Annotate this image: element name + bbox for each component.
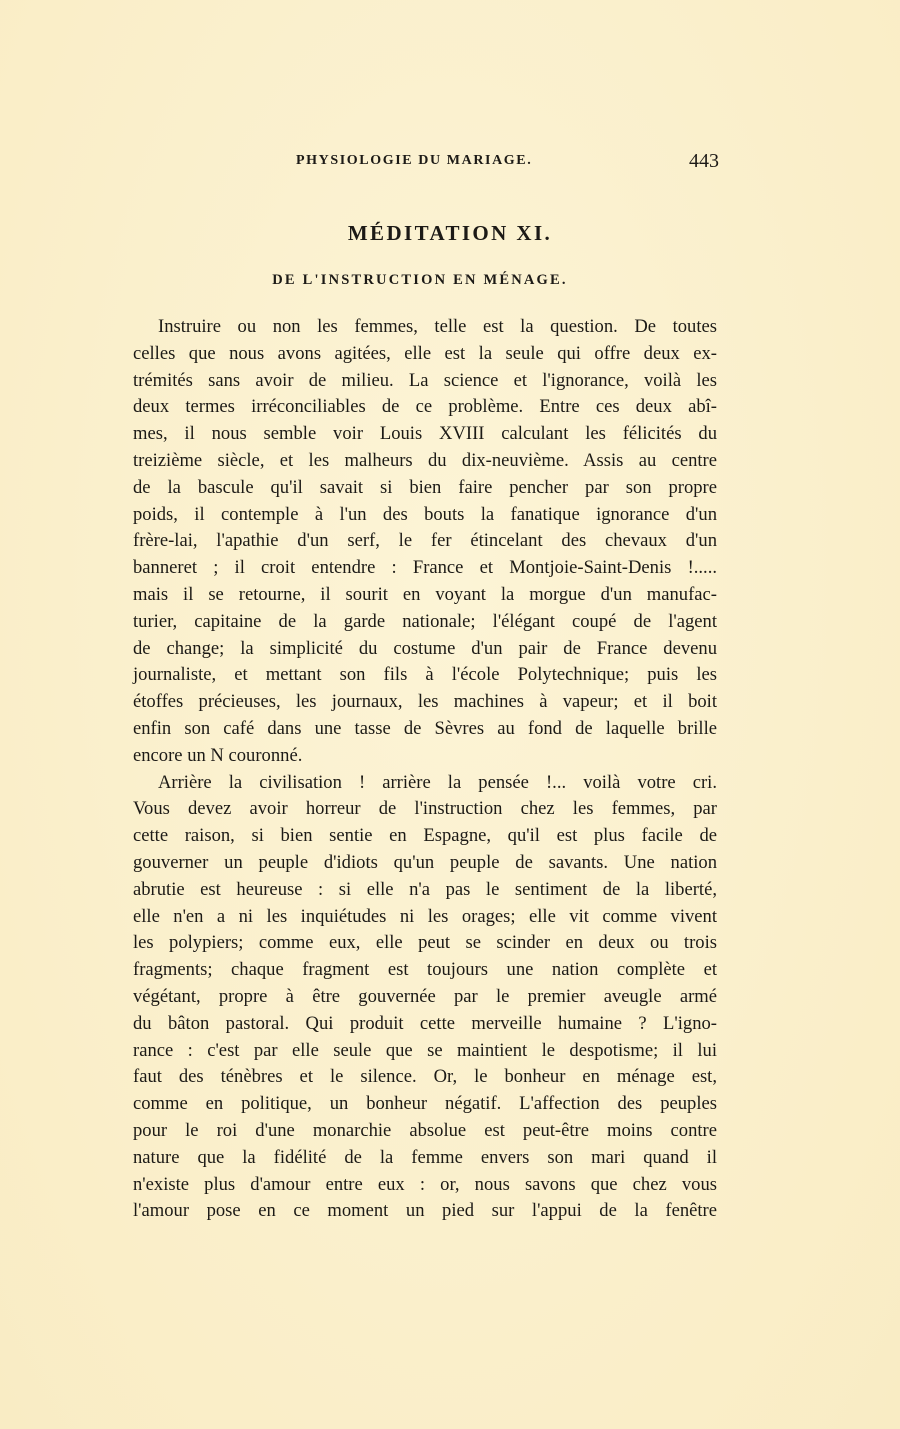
chapter-subtitle: DE L'INSTRUCTION EN MÉNAGE. — [272, 272, 568, 288]
text-line: poids, il contemple à l'un des bouts la fanatique ignorance d'un — [133, 503, 717, 525]
text-line: étoffes précieuses, les journaux, les machines à vapeur; et il boit — [133, 691, 717, 713]
text-line: nature que la fidélité de la femme envers son mari quand il — [133, 1146, 717, 1168]
text-line: de change; la simplicité du costume d'un pair de France devenu — [133, 637, 717, 659]
text-line: Arrière la civilisation ! arrière la pensée !... voilà votre cri. — [158, 771, 717, 793]
text-line: turier, capitaine de la garde nationale; l'élégant coupé de l'agent — [133, 610, 717, 632]
page-number: 443 — [689, 150, 719, 172]
text-line: mes, il nous semble voir Louis XVIII calculant les félicités du — [133, 423, 717, 445]
chapter-title: MÉDITATION XI. — [347, 221, 553, 245]
text-line: Instruire ou non les femmes, telle est la question. De toutes — [158, 316, 717, 337]
text-line: rance : c'est par elle seule que se maintient le despotisme; il lui — [133, 1039, 717, 1061]
paragraph — [133, 314, 717, 770]
text-line: pour le roi d'une monarchie absolue est peut-être moins contre — [133, 1119, 717, 1141]
text-line: végétant, propre à être gouvernée par le premier aveugle armé — [133, 985, 717, 1007]
paragraph — [133, 770, 717, 1226]
body-text — [133, 314, 717, 1225]
text-line: treizième siècle, et les malheurs du dix-neuvième. Assis au centre — [133, 449, 717, 471]
text-line: banneret ; il croit entendre : France et Montjoie-Saint-Denis !..... — [133, 557, 717, 579]
text-line: comme en politique, un bonheur négatif. L'affection des peuples — [133, 1093, 717, 1115]
text-line: journaliste, et mettant son fils à l'école Polytechnique; puis les — [133, 664, 717, 686]
text-line: gouverner un peuple d'idiots qu'un peuple de savants. Une nation — [133, 851, 717, 873]
text-line: du bâton pastoral. Qui produit cette merveille humaine ? L'igno- — [133, 1012, 717, 1034]
text-line: l'amour pose en ce moment un pied sur l'appui de la fenêtre — [133, 1200, 717, 1222]
text-line: fragments; chaque fragment est toujours une nation complète et — [133, 959, 717, 981]
running-head — [133, 150, 719, 177]
text-line: frère-lai, l'apathie d'un serf, le fer étincelant des chevaux d'un — [133, 530, 717, 552]
text-line: deux termes irréconciliables de ce problème. Entre ces deux abî- — [133, 396, 717, 418]
text-line: les polypiers; comme eux, elle peut se scinder en deux ou trois — [133, 932, 717, 954]
text-line: n'existe plus d'amour entre eux : or, nous savons que chez vous — [133, 1173, 717, 1195]
text-line: de la bascule qu'il savait si bien faire pencher par son propre — [133, 476, 717, 498]
text-line: encore un N couronné. — [133, 744, 303, 766]
text-line: cette raison, si bien sentie en Espagne, qu'il est plus facile de — [133, 825, 717, 847]
text-line: mais il se retourne, il sourit en voyant la morgue d'un manufac- — [133, 583, 717, 605]
text-line: enfin son café dans une tasse de Sèvres au fond de laquelle brille — [133, 717, 717, 739]
text-line: trémités sans avoir de milieu. La science et l'ignorance, voilà les — [133, 369, 717, 391]
text-line: faut des ténèbres et le silence. Or, le bonheur en ménage est, — [133, 1066, 717, 1088]
text-line: celles que nous avons agitées, elle est la seule qui offre deux ex- — [133, 342, 717, 364]
text-line: abrutie est heureuse : si elle n'a pas le sentiment de la liberté, — [133, 878, 717, 900]
text-line: elle n'en a ni les inquiétudes ni les orages; elle vit comme vivent — [133, 905, 717, 927]
text-line: Vous devez avoir horreur de l'instruction chez les femmes, par — [133, 798, 717, 820]
running-title: PHYSIOLOGIE DU MARIAGE. — [296, 153, 533, 168]
